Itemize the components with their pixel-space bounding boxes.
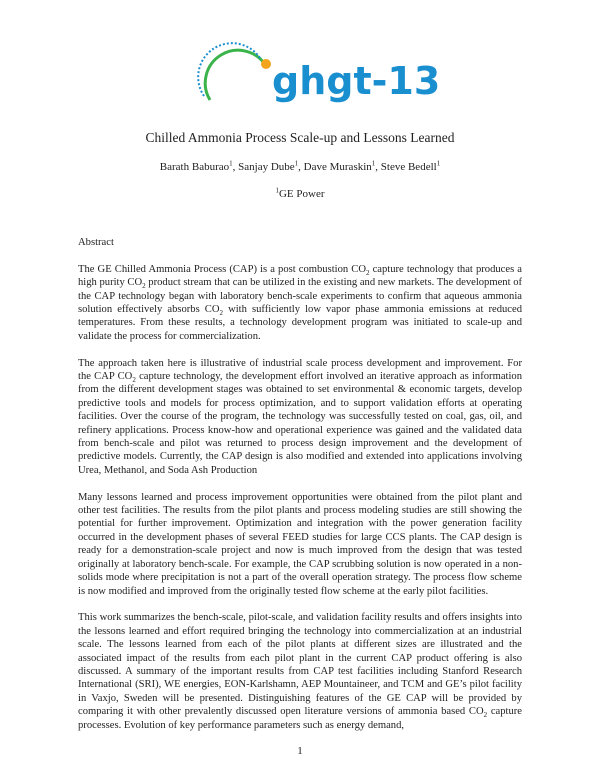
author-name: Dave Muraskin xyxy=(303,161,372,173)
paragraph: This work summarizes the bench-scale, pilot-scale, and validation facility results and offers insights into the lessons learned and effort required bringing the technology into commercialization at an industrial scale. The lessons learned from each of the pilot plants at different sizes are illustrated and the associated impact of the results from each pilot plant in the current CAP product offering is also discussed. A summary of the important results from CAP test facilities including Stanford Research International (SRI), WE energies, EON-Karlshamn, AEP Mountaineer, and TCM and GE’s pilot facility in Vaxjo, Sweden will be presented. Distinguishing features of the GE CAP will be provided by comparing it with other prevalently discussed open literature versions of ammonia based $CO_2$ capture processes. Evolution of key performance parameters such as energy demand, xyxy=(78,612,522,731)
author-list: Barath Baburao$^1$, Sanjay Dube$^1$, Dave Muraskin$^1$, Steve Bedell$^1$ xyxy=(159,159,441,173)
conference-logo xyxy=(180,48,441,108)
abstract-heading: Abstract xyxy=(78,237,114,248)
logo-wordmark: ghgt-13 xyxy=(272,59,441,103)
author-name: Steve Bedell xyxy=(380,161,437,173)
paper-title: Chilled Ammonia Process Scale-up and Lessons Learned xyxy=(145,130,455,145)
page-number: 1 xyxy=(297,745,303,757)
paper-body xyxy=(78,236,522,745)
paragraph: The GE Chilled Ammonia Process (CAP) is a post combustion $CO_2$ capture technology that produces a high purity $CO_2$ product stream that can be utilized in the existing and new markets. The development of the CAP technology began with laboratory bench-scale experiments to confirm that aqueous ammonia solution effectively absorbs $CO_2$ with sufficiently low vapor phase ammonia emissions at reduced temperatures. From these results, a technology development program was initiated to scale-up and validate the process for commercialization. xyxy=(78,263,523,342)
author-name: Barath Baburao xyxy=(159,161,230,173)
paragraph: The approach taken here is illustrative of industrial scale process development and improvement. For the CAP $CO_2$ capture technology, the development effort involved an iterative approach as information from the different development stages was obtained to set environmental & economic targets, develop predictive tools and models for process optimization, and to support validation efforts at operating facilities. Over the course of the program, the technology was successfully tested on coal, gas, oil, and refinery applications. Process know-how and operational experience was gained and the validated data from bench-scale and pilot was returned to process design improvement and the development of predictive models. Currently, the CAP design is also modified and extended into applications involving Urea, Methanol, and Soda Ash Production xyxy=(78,357,522,476)
author-name: Sanjay Dube xyxy=(238,161,295,173)
paragraph: Many lessons learned and process improvement opportunities were obtained from the pilot plant and other test facilities. The results from the pilot plants and process modeling studies are still showing the potential for further improvement. Optimization and integration with the power generation facility occurred in the development phases of several FEED studies for large CCS plants. The CAP design is ready for a demonstration-scale project and now is much improved from the design that was tested originally at laboratory bench-scale. For example, the CAP scrubbing solution is now operated in a non-solids mode where precipitation is not a part of the overall operation strategy. The process flow scheme is now modified and improved from the originally tested flow scheme at the early pilot facilities. xyxy=(78,491,522,597)
affiliation: $^1$GE Power xyxy=(275,186,325,200)
